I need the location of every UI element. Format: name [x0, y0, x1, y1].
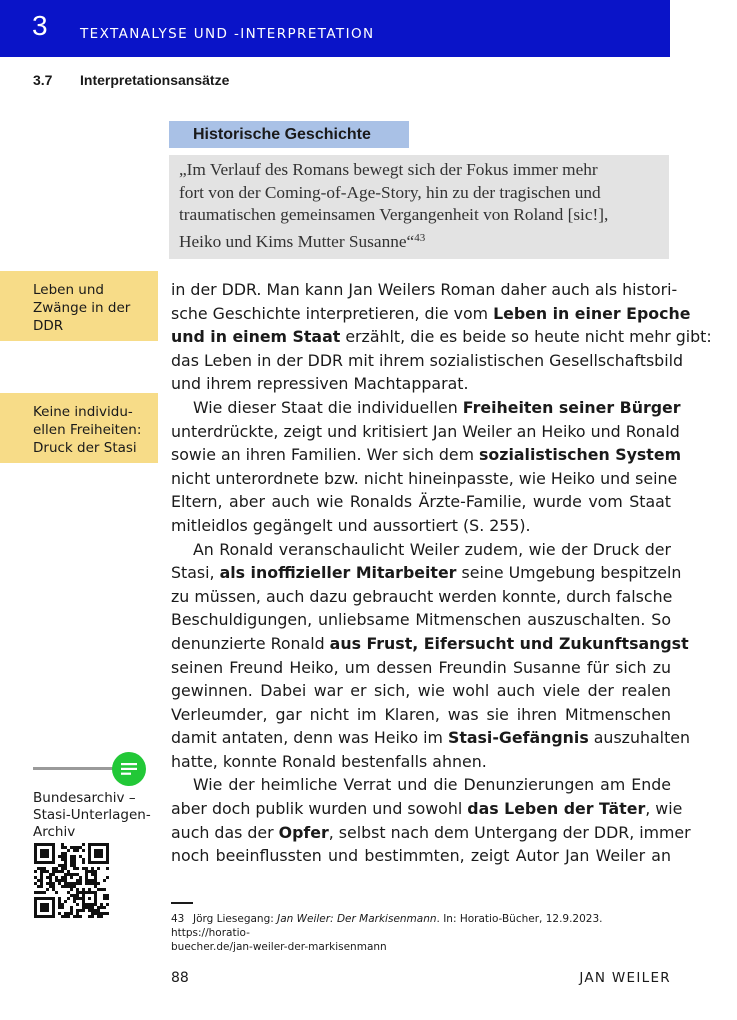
chapter-title: TEXTANALYSE UND -INTERPRETATION [80, 26, 375, 42]
margin-note-line: Keine individu- [33, 404, 133, 420]
quote-line-text: Heiko und Kims Mutter Susanne“ [179, 231, 415, 251]
body-line: nicht unterordnete bzw. nicht hineinpasste, wie Heiko und seine [171, 468, 678, 488]
body-line: damit antaten, denn was Heiko im Stasi-Gefängnis auszuhalten [171, 728, 690, 748]
footnote-text: Jörg Liesegang: Jan Weiler: Der Markisenmann. In: Horatio-Bücher, 12.9.2023. https://horatio- buecher.de/jan-weiler-der-markisenmann [171, 913, 603, 953]
margin-note-line: Zwänge in der [33, 300, 131, 316]
media-divider [33, 767, 115, 770]
body-line: das Leben in der DDR mit ihrem sozialistischen Gesellschaftsbild [171, 350, 684, 370]
footnote-rule [171, 902, 193, 904]
margin-note-line: Druck der Stasi [33, 440, 137, 456]
body-line: Beschuldigungen, unliebsame Mitmenschen auszuschalten. So [171, 610, 671, 630]
quote-line: fort von der Coming-of-Age-Story, hin zu der tragischen und [179, 182, 601, 202]
body-line: Verleumder, gar nicht im Klaren, was sie ihren Mitmenschen [171, 704, 671, 724]
body-line: gewinnen. Dabei war er sich, wie wohl auch viele der realen [171, 681, 671, 701]
body-text [171, 278, 712, 868]
media-label-line: Archiv [33, 824, 76, 840]
body-line: unterdrückte, zeigt und kritisiert Jan Weiler an Heiko und Ronald [171, 421, 680, 441]
body-line: denunzierte Ronald aus Frust, Eifersucht und Zukunftsangst [171, 633, 689, 653]
media-label [33, 790, 158, 841]
margin-note-line: Leben und [33, 282, 104, 298]
body-line: zu müssen, auch dazu gebraucht werden konnte, durch falsche [171, 586, 673, 606]
media-label-line: Stasi-Unterlagen- [33, 807, 151, 823]
body-line: Eltern, aber auch wie Ronalds Ärzte-Familie, wurde vom Staat [171, 492, 671, 512]
body-line: sowie an ihren Familien. Wer sich dem sozialistischen System [171, 445, 682, 465]
footnote [171, 912, 671, 954]
section-title: Interpretationsansätze [80, 72, 230, 88]
footnote-number: 43 [171, 913, 185, 925]
running-author: JAN WEILER [579, 970, 671, 986]
margin-note-leben [0, 271, 158, 341]
body-line: An Ronald veranschaulicht Weiler zudem, wie der Druck der [193, 539, 671, 559]
chapter-header-bar [0, 0, 670, 57]
footnote-ref: 43 [414, 231, 426, 244]
body-line: in der DDR. Man kann Jan Weilers Roman daher auch als histori- [171, 280, 678, 299]
quote-line: „Im Verlauf des Romans bewegt sich der Fokus immer mehr [179, 160, 598, 179]
margin-note-freiheiten [0, 393, 158, 463]
body-line: Wie der heimliche Verrat und die Denunzierungen am Ende [193, 775, 671, 795]
chapter-number: 3 [32, 10, 48, 41]
media-label-line: Bundesarchiv – [33, 790, 136, 806]
quote-box [169, 155, 669, 259]
section-number: 3.7 [33, 72, 53, 88]
body-line: Stasi, als inoffizieller Mitarbeiter seine Umgebung bespitzeln [171, 563, 682, 583]
page-number: 88 [171, 970, 189, 986]
body-line: noch beeinflussten und bestimmten, zeigt Autor Jan Weiler an [171, 846, 671, 866]
box-heading: Historische Geschichte [169, 121, 409, 148]
body-line: Wie dieser Staat die individuellen Freiheiten seiner Bürger [193, 397, 681, 417]
body-line: und in einem Staat erzählt, die es beide so heute nicht mehr gibt: [171, 327, 712, 347]
body-line: und ihrem repressiven Machtapparat. [171, 374, 469, 394]
body-line: sche Geschichte interpretieren, die vom Leben in einer Epoche [171, 303, 691, 323]
qr-code[interactable] [34, 843, 109, 918]
document-lines-icon[interactable] [112, 752, 146, 786]
body-line: mitleidlos gegängelt und aussortiert (S. 255). [171, 515, 531, 535]
quote-line: traumatischen gemeinsamen Vergangenheit von Roland [sic!], [179, 205, 609, 224]
quote-line [179, 227, 661, 254]
body-line: seinen Freund Heiko, um dessen Freundin Susanne für sich zu [171, 657, 671, 677]
body-line: hatte, konnte Ronald bestenfalls ahnen. [171, 751, 487, 771]
body-line: aber doch publik wurden und sowohl das Leben der Täter, wie [171, 799, 683, 819]
margin-note-line: DDR [33, 318, 64, 334]
margin-note-line: ellen Freiheiten: [33, 422, 142, 438]
body-line: auch das der Opfer, selbst nach dem Untergang der DDR, immer [171, 822, 691, 842]
